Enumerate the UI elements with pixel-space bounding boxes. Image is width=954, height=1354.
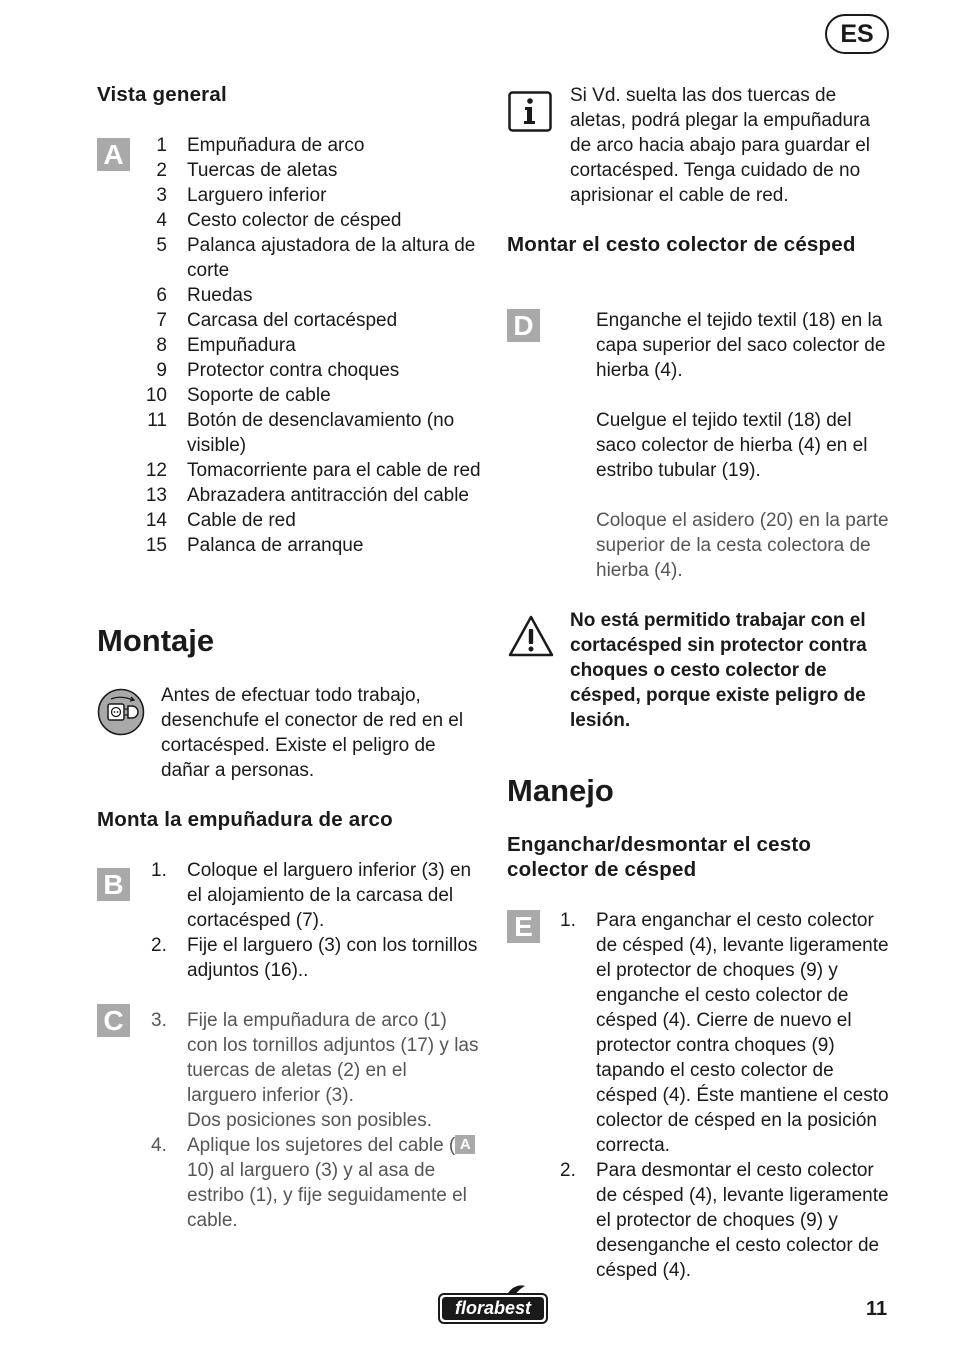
cesto-instruction-2: Cuelgue el tejido textil (18) del saco colector de hierba (4) en el estribo tubular (19). (596, 410, 868, 481)
parts-list-item: 7 Carcasa del cortacésped (156, 310, 398, 331)
inline-marker-a: A (455, 1135, 475, 1154)
steps-b (151, 858, 481, 983)
manejo-heading: Manejo (507, 773, 614, 808)
figure-marker-d: D (507, 309, 540, 342)
steps-c (151, 1008, 481, 1233)
monta-heading: Monta la empuñadura de arco (97, 808, 393, 831)
enganchar-heading: Enganchar/desmontar el cesto colector de césped (507, 833, 812, 881)
warning-text: No está permitido trabajar con el cortacésped sin protector contra choques o cesto colector de césped, porque existe peligro de lesión. (570, 610, 867, 731)
brand-name: florabest (454, 1298, 532, 1318)
unplug-icon (97, 688, 145, 736)
parts-list-item: 12 Tomacorriente para el cable de red (145, 460, 481, 481)
parts-list-item: 5 Palanca ajustadora de la altura de corte (156, 235, 476, 281)
step-item: 4. Aplique los sujetores del cable ( A10) al larguero (3) y al asa de estribo (1), y fije seguidamente el cable. (151, 1133, 481, 1233)
step-item: 2. Para desmontar el cesto colector de césped (4), levante ligeramente el protector de choques (9) y desenganche el cesto colector de césped (4). (560, 1160, 889, 1281)
figure-marker-a: A (97, 138, 130, 171)
parts-list-item: 15 Palanca de arranque (145, 535, 364, 556)
brand-logo (437, 1283, 549, 1325)
parts-list-item: 3 Larguero inferior (156, 185, 327, 206)
parts-list-item: 2 Tuercas de aletas (156, 160, 338, 181)
step-item: 3. Fije la empuñadura de arco (1) con los tornillos adjuntos (17) y las tuercas de aletas (2) en el larguero inferior (3). Dos posiciones son posibles. (151, 1010, 479, 1131)
parts-list-item: 9 Protector contra choques (156, 360, 400, 381)
montar-cesto-heading: Montar el cesto colector de césped (507, 233, 856, 256)
language-badge: ES (825, 14, 889, 54)
parts-list-item: 6 Ruedas (156, 285, 253, 306)
figure-marker-b: B (97, 868, 130, 901)
vista-general-heading: Vista general (97, 83, 227, 106)
parts-list-item: 11 Botón de desenclavamiento (no visible) (147, 410, 455, 456)
parts-list-item: 4 Cesto colector de césped (156, 210, 402, 231)
cesto-instruction-3: Coloque el asidero (20) en la parte superior de la cesta colectora de hierba (4). (596, 510, 889, 581)
step-item: 2. Fije el larguero (3) con los tornillos adjuntos (16).. (151, 935, 478, 981)
parts-list-item: 1 Empuñadura de arco (156, 135, 365, 156)
info-icon (508, 91, 552, 132)
steps-e (560, 908, 895, 1283)
figure-marker-e: E (507, 910, 540, 943)
page-number: 11 (866, 1298, 888, 1320)
cesto-instruction-1: Enganche el tejido textil (18) en la capa superior del saco colector de hierba (4). (596, 310, 886, 381)
parts-list (97, 133, 482, 558)
step-item: 1. Para enganchar el cesto colector de césped (4), levante ligeramente el protector de choques (9) y enganche el cesto colector de césped (4). Cierre de nuevo el protector contra choques (9) tapando el cesto colector de césped (4). Éste mantiene el cesto colector de césped en la posición correcta. (560, 910, 889, 1156)
warning-icon (507, 614, 555, 658)
step-item: 1. Coloque el larguero inferior (3) en el alojamiento de la carcasa del cortacésped (7). (151, 860, 472, 931)
unplug-note: Antes de efectuar todo trabajo, desenchufe el conector de red en el cortacésped. Existe el peligro de dañar a personas. (161, 685, 464, 781)
parts-list-item: 14 Cable de red (145, 510, 296, 531)
parts-list-item: 8 Empuñadura (156, 335, 296, 356)
info-note: Si Vd. suelta las dos tuercas de aletas, podrá plegar la empuñadura de arco hacia abajo para guardar el cortacésped. Tenga cuidado de no aprisionar el cable de red. (570, 85, 870, 206)
parts-list-item: 10 Soporte de cable (145, 385, 331, 406)
parts-list-item: 13 Abrazadera antitracción del cable (145, 485, 470, 506)
figure-marker-c: C (97, 1004, 130, 1037)
montaje-heading: Montaje (97, 623, 215, 658)
